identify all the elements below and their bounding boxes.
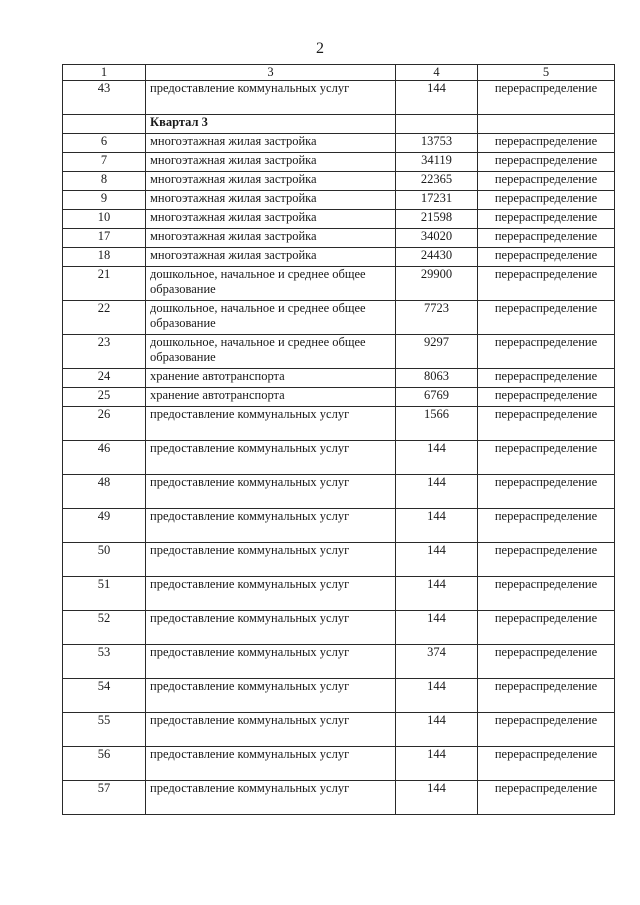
- plot-action: перераспределение: [478, 509, 615, 543]
- plot-action: перераспределение: [478, 134, 615, 153]
- plot-action: перераспределение: [478, 369, 615, 388]
- plot-area: 144: [396, 509, 478, 543]
- table-row: [63, 81, 615, 115]
- table-row: [63, 153, 615, 172]
- table-row: [63, 210, 615, 229]
- table-row: [63, 441, 615, 475]
- plot-area: 8063: [396, 369, 478, 388]
- table-row: [63, 229, 615, 248]
- plot-number: 53: [63, 645, 146, 679]
- plot-area: 144: [396, 543, 478, 577]
- plot-purpose: многоэтажная жилая застройка: [146, 191, 396, 210]
- table-row: [63, 335, 615, 369]
- plot-number: 8: [63, 172, 146, 191]
- plot-number: 51: [63, 577, 146, 611]
- plot-action: перераспределение: [478, 210, 615, 229]
- plot-area: 34020: [396, 229, 478, 248]
- plot-number: 18: [63, 248, 146, 267]
- section-row: [63, 115, 615, 134]
- plot-action: перераспределение: [478, 543, 615, 577]
- plot-number: 17: [63, 229, 146, 248]
- plot-purpose: предоставление коммунальных услуг: [146, 81, 396, 115]
- header-col-4: 4: [396, 65, 478, 81]
- header-col-3: 3: [146, 65, 396, 81]
- table-row: [63, 369, 615, 388]
- plot-purpose: предоставление коммунальных услуг: [146, 509, 396, 543]
- plot-area: 144: [396, 475, 478, 509]
- plot-purpose: многоэтажная жилая застройка: [146, 153, 396, 172]
- plot-area: 7723: [396, 301, 478, 335]
- table-row: [63, 577, 615, 611]
- plot-action: перераспределение: [478, 679, 615, 713]
- plot-area: 374: [396, 645, 478, 679]
- table-row: [63, 475, 615, 509]
- table-row: [63, 713, 615, 747]
- table-row: [63, 267, 615, 301]
- plot-action: перераспределение: [478, 475, 615, 509]
- plot-action: перераспределение: [478, 747, 615, 781]
- plot-area: 21598: [396, 210, 478, 229]
- plot-number: 25: [63, 388, 146, 407]
- plot-purpose: дошкольное, начальное и среднее общее образование: [146, 335, 396, 369]
- plot-area: 144: [396, 747, 478, 781]
- plot-number: 49: [63, 509, 146, 543]
- plot-purpose: предоставление коммунальных услуг: [146, 407, 396, 441]
- plot-purpose: предоставление коммунальных услуг: [146, 781, 396, 815]
- land-plots-table: [62, 64, 615, 815]
- plot-purpose: многоэтажная жилая застройка: [146, 134, 396, 153]
- plot-number: 21: [63, 267, 146, 301]
- plot-area: 144: [396, 611, 478, 645]
- plot-action: перераспределение: [478, 172, 615, 191]
- plot-area: 144: [396, 577, 478, 611]
- plot-action: перераспределение: [478, 713, 615, 747]
- table-body: [63, 65, 615, 815]
- plot-purpose: многоэтажная жилая застройка: [146, 210, 396, 229]
- plot-purpose: предоставление коммунальных услуг: [146, 611, 396, 645]
- plot-action: перераспределение: [478, 335, 615, 369]
- plot-action: перераспределение: [478, 191, 615, 210]
- plot-purpose: предоставление коммунальных услуг: [146, 441, 396, 475]
- plot-action: перераспределение: [478, 388, 615, 407]
- plot-area: 17231: [396, 191, 478, 210]
- table-row: [63, 172, 615, 191]
- table-row: [63, 509, 615, 543]
- plot-number: 6: [63, 134, 146, 153]
- plot-number: 56: [63, 747, 146, 781]
- plot-area: 144: [396, 679, 478, 713]
- table-row: [63, 407, 615, 441]
- plot-purpose: многоэтажная жилая застройка: [146, 248, 396, 267]
- plot-number: 48: [63, 475, 146, 509]
- plot-area: 144: [396, 441, 478, 475]
- plot-area: 34119: [396, 153, 478, 172]
- plot-action: перераспределение: [478, 81, 615, 115]
- plot-number: 9: [63, 191, 146, 210]
- table-row: [63, 248, 615, 267]
- plot-purpose: предоставление коммунальных услуг: [146, 645, 396, 679]
- plot-area: 13753: [396, 134, 478, 153]
- plot-action: перераспределение: [478, 441, 615, 475]
- plot-purpose: хранение автотранспорта: [146, 388, 396, 407]
- plot-action: перераспределение: [478, 781, 615, 815]
- plot-number: 55: [63, 713, 146, 747]
- plot-area: 6769: [396, 388, 478, 407]
- plot-number: 7: [63, 153, 146, 172]
- plot-action: перераспределение: [478, 611, 615, 645]
- plot-purpose: предоставление коммунальных услуг: [146, 713, 396, 747]
- table-row: [63, 301, 615, 335]
- plot-area: 1566: [396, 407, 478, 441]
- plot-number: 57: [63, 781, 146, 815]
- plot-action: перераспределение: [478, 407, 615, 441]
- page-number: 2: [316, 40, 324, 57]
- plot-number: 22: [63, 301, 146, 335]
- header-col-5: 5: [478, 65, 615, 81]
- table-row: [63, 388, 615, 407]
- plot-area: 144: [396, 713, 478, 747]
- header-col-1: 1: [63, 65, 146, 81]
- plot-action: перераспределение: [478, 645, 615, 679]
- plot-action: перераспределение: [478, 153, 615, 172]
- plot-purpose: предоставление коммунальных услуг: [146, 475, 396, 509]
- plot-purpose: многоэтажная жилая застройка: [146, 229, 396, 248]
- plot-purpose: дошкольное, начальное и среднее общее образование: [146, 267, 396, 301]
- plot-purpose: предоставление коммунальных услуг: [146, 577, 396, 611]
- plot-area: 24430: [396, 248, 478, 267]
- plot-number: 24: [63, 369, 146, 388]
- plot-action: перераспределение: [478, 248, 615, 267]
- plot-action: перераспределение: [478, 577, 615, 611]
- table-row: [63, 747, 615, 781]
- section-area-cell: [396, 115, 478, 134]
- plot-purpose: предоставление коммунальных услуг: [146, 747, 396, 781]
- plot-number: 46: [63, 441, 146, 475]
- plot-area: 144: [396, 81, 478, 115]
- table-row: [63, 781, 615, 815]
- plot-action: перераспределение: [478, 267, 615, 301]
- plot-purpose: многоэтажная жилая застройка: [146, 172, 396, 191]
- plot-number: 43: [63, 81, 146, 115]
- plot-number: 23: [63, 335, 146, 369]
- section-title: Квартал 3: [146, 115, 396, 134]
- table-row: [63, 679, 615, 713]
- plot-action: перераспределение: [478, 229, 615, 248]
- plot-purpose: дошкольное, начальное и среднее общее образование: [146, 301, 396, 335]
- section-action-cell: [478, 115, 615, 134]
- table-row: [63, 134, 615, 153]
- plot-action: перераспределение: [478, 301, 615, 335]
- table-row: [63, 543, 615, 577]
- plot-number: 10: [63, 210, 146, 229]
- plot-area: 29900: [396, 267, 478, 301]
- plot-purpose: хранение автотранспорта: [146, 369, 396, 388]
- plot-purpose: предоставление коммунальных услуг: [146, 543, 396, 577]
- plot-number: 26: [63, 407, 146, 441]
- plot-number: 50: [63, 543, 146, 577]
- plot-purpose: предоставление коммунальных услуг: [146, 679, 396, 713]
- table-row: [63, 191, 615, 210]
- plot-area: 9297: [396, 335, 478, 369]
- table-row: [63, 611, 615, 645]
- header-row: [63, 65, 615, 81]
- table-row: [63, 645, 615, 679]
- plot-number: 54: [63, 679, 146, 713]
- section-num-cell: [63, 115, 146, 134]
- plot-area: 144: [396, 781, 478, 815]
- plot-area: 22365: [396, 172, 478, 191]
- plot-number: 52: [63, 611, 146, 645]
